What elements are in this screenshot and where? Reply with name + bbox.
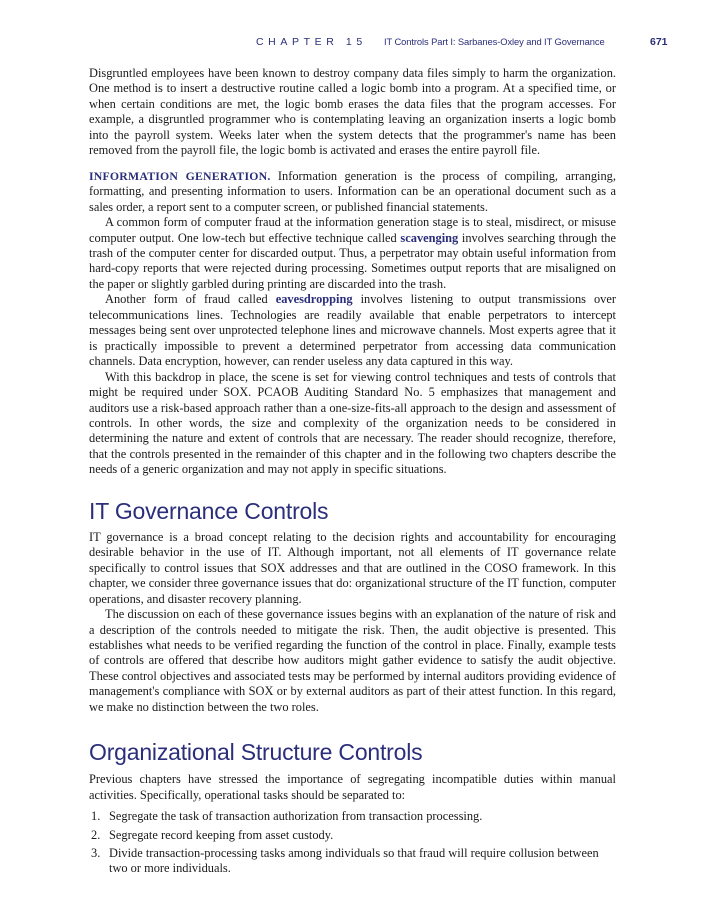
paragraph-governance-1: IT governance is a broad concept relating to the decision rights and accountability for encouraging desirable behavior in the use of IT. Although important, not all elements of IT governance relate specifically to control issues that SOX addresses and that are outlined in the COSO framework. In this chapter, we consider three governance issues that do: organizational structure of the IT function, computer operations, and disaster recovery planning.: [89, 529, 616, 606]
running-header: [0, 36, 719, 50]
info-gen-text: Information generation is the process of compiling, arranging, formatting, and presenting information to users. Information can be an operational document such as a sales order, a report sent to a computer screen, or published financial statements.: [89, 168, 616, 214]
segregation-list: [89, 809, 616, 877]
paragraph-information-generation: [89, 169, 616, 215]
paragraph-org-intro: Previous chapters have stressed the importance of segregating incompatible duties within manual activities. Specifically, operational tasks should be separated to:: [89, 772, 616, 802]
list-item: 1. Segregate the task of transaction authorization from transaction processing.: [91, 809, 483, 824]
paragraph-logic-bomb: Disgruntled employees have been known to destroy company data files simply to harm the organization. One method is to insert a destructive routine called a logic bomb into a program. At a specified time, or when certain conditions are met, the logic bomb erases the data files that the program accesses. For example, a disgruntled programmer who is contemplating leaving an organization inserts a logic bomb into the payroll system. Weeks later when the system detects that the programmer's name has been removed from the payroll file, the logic bomb is activated and erases the entire payroll file.: [89, 66, 616, 158]
list-item: 3. Divide transaction-processing tasks among individuals so that fraud will require collusion between two or more individuals.: [91, 845, 599, 876]
key-term-scavenging: scavenging: [400, 230, 459, 245]
page-body: [89, 66, 616, 880]
section-heading-organizational-structure: Organizational Structure Controls: [89, 739, 423, 766]
run-in-heading: INFORMATION GENERATION.: [89, 168, 271, 183]
paragraph-backdrop: With this backdrop in place, the scene is set for viewing control techniques and tests of controls that might be required under SOX. PCAOB Auditing Standard No. 5 emphasizes that management and auditors use a risk-based approach rather than a one-size-fits-all approach to the design and assessment of controls. In other words, the size and complexity of the organization needs to be considered in determining the nature and extent of controls that are necessary. The reader should recognize, therefore, that the controls presented in the remainder of this chapter and in the following two chapters describe the needs of a generic organization and may not apply in specific situations.: [89, 369, 616, 477]
paragraph-eavesdropping: Another form of fraud called eavesdropping involves listening to output transmissions over telecommunications lines. Technologies are readily available that enable perpetrators to intercept messages being sent over unprotected telephone lines and microwave channels. Most experts agree that it is practically impossible to prevent a determined perpetrator from accessing data communication channels. Data encryption, however, can render useless any data captured in this way.: [89, 292, 616, 369]
section-heading-it-governance: IT Governance Controls: [89, 497, 329, 524]
key-term-eavesdropping: eavesdropping: [275, 292, 353, 307]
page-number: 671: [650, 36, 668, 48]
chapter-label: CHAPTER 15: [256, 36, 367, 48]
running-title: IT Controls Part I: Sarbanes-Oxley and IT Governance: [384, 36, 605, 47]
paragraph-governance-2: The discussion on each of these governance issues begins with an explanation of the nature of risk and a description of the controls needed to mitigate the risk. Then, the audit objective is presented. This establishes what needs to be verified regarding the function of the control in place. Finally, example tests of controls are offered that describe how auditors might gather evidence to satisfy the audit objective. These control objectives and associated tests may be performed by internal auditors providing evidence of management's compliance with SOX or by external auditors as part of their attest function. In this regard, we make no distinction between the two roles.: [89, 607, 616, 714]
list-item: 2. Segregate record keeping from asset custody.: [91, 827, 334, 842]
paragraph-scavenging: A common form of computer fraud at the information generation stage is to steal, misdirect, or misuse computer output. One low-tech but effective technique called scavenging involves searching through the trash of the computer center for discarded output. Thus, a perpetrator may obtain useful information from hard-copy reports that were rejected during processing. Sometimes output reports that are misaligned on the paper or slightly garbled during printing are discarded into the trash.: [89, 215, 616, 291]
